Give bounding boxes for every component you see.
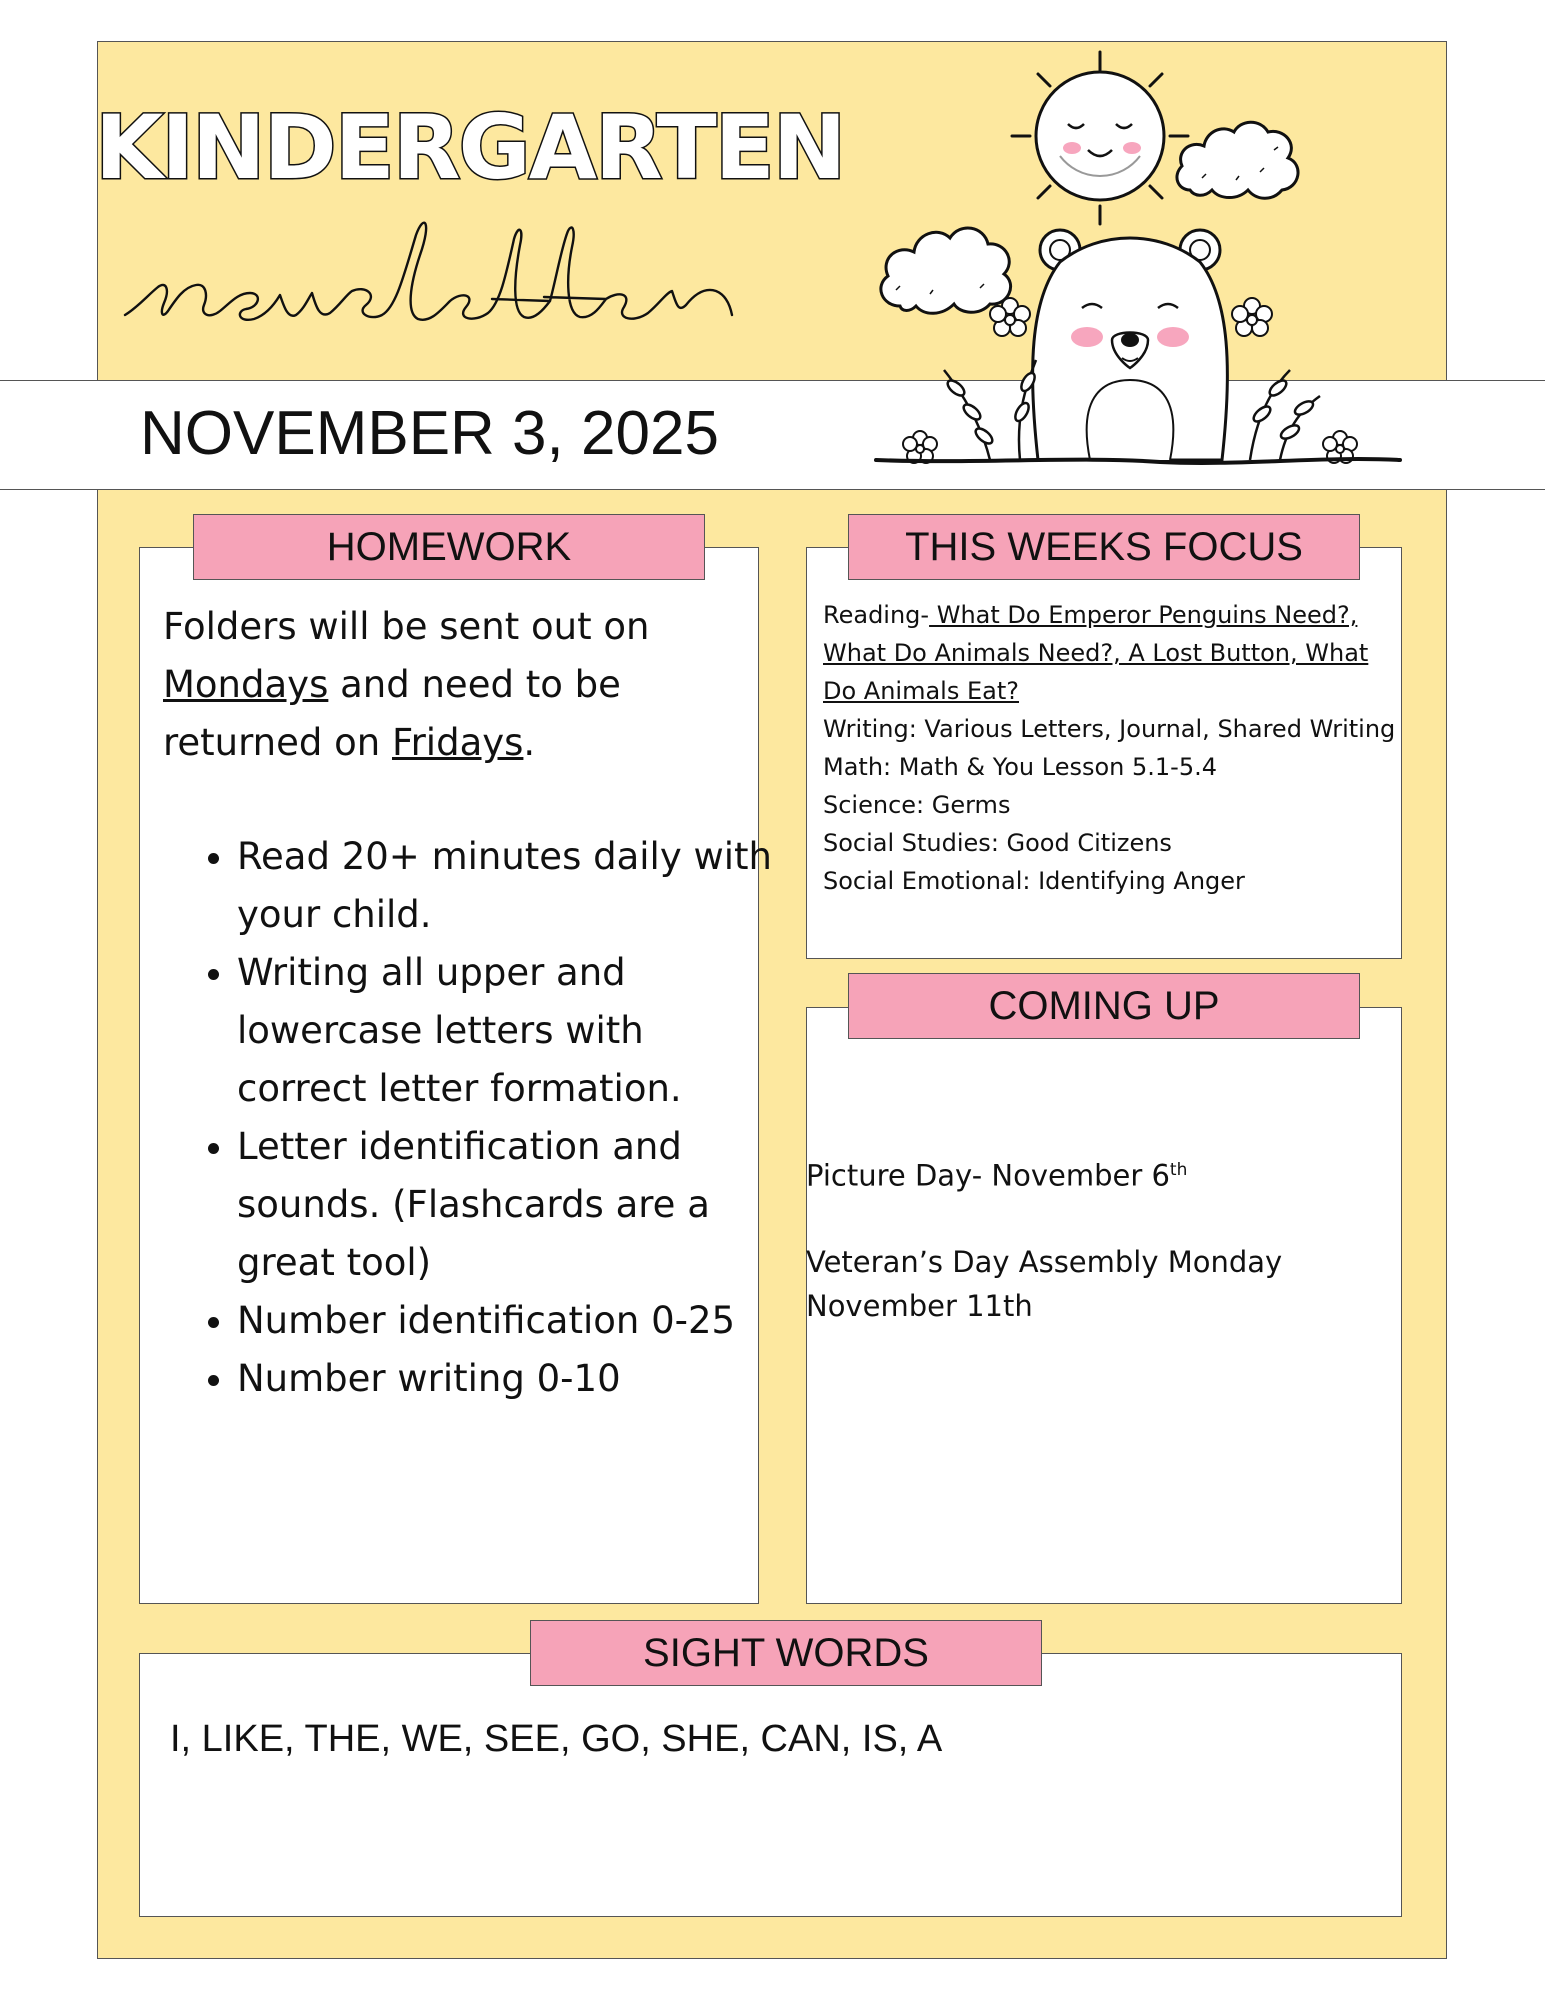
homework-heading: HOMEWORK [193, 514, 705, 580]
newsletter-date: NOVEMBER 3, 2025 [140, 399, 719, 468]
focus-line: Science: Germs [823, 791, 1011, 819]
sight-words-box [139, 1653, 1402, 1917]
homework-list [185, 828, 777, 1408]
list-item: • Number identification 0-25 [237, 1292, 777, 1350]
coming-up-heading: COMING UP [848, 973, 1360, 1039]
cloud-icon [1177, 122, 1298, 198]
focus-heading: THIS WEEKS FOCUS [848, 514, 1360, 580]
focus-line: Math: Math & You Lesson 5.1-5.4 [823, 753, 1217, 781]
sun-icon [1012, 52, 1188, 224]
focus-reading: Reading- What Do Emperor Penguins Need?, What Do Animals Need?, A Lost Button, What Do Animals Eat? [823, 601, 1369, 705]
ground-line [876, 459, 1400, 463]
list-item: • Letter identification and sounds. (Flashcards are a great tool) [237, 1118, 777, 1292]
focus-line: Social Studies: Good Citizens [823, 829, 1172, 857]
coming-up-event: Veteran’s Day Assembly Monday November 11th [806, 1245, 1283, 1323]
sight-words-heading: SIGHT WORDS [530, 1620, 1042, 1686]
bear-sun-clouds-illustration [860, 40, 1420, 480]
newsletter-title: KINDERGARTEN [95, 96, 845, 199]
list-item: • Number writing 0-10 [237, 1350, 777, 1408]
focus-line: Writing: Various Letters, Journal, Shared Writing [823, 715, 1396, 743]
homework-intro: Folders will be sent out on Mondays and need to be returned on Fridays. [163, 605, 650, 764]
focus-line: Social Emotional: Identifying Anger [823, 867, 1245, 895]
bear-icon [1033, 230, 1228, 460]
focus-list [823, 596, 1403, 900]
sight-words-list: I, LIKE, THE, WE, SEE, GO, SHE, CAN, IS, A [170, 1718, 943, 1760]
coming-up-event: Picture Day- November 6th [806, 1158, 1188, 1193]
list-item: • Read 20+ minutes daily with your child. [237, 828, 777, 944]
newsletter-script-subtitle [120, 215, 740, 345]
list-item: • Writing all upper and lowercase letters with correct letter formation. [237, 944, 777, 1118]
cloud-icon [881, 228, 1011, 313]
